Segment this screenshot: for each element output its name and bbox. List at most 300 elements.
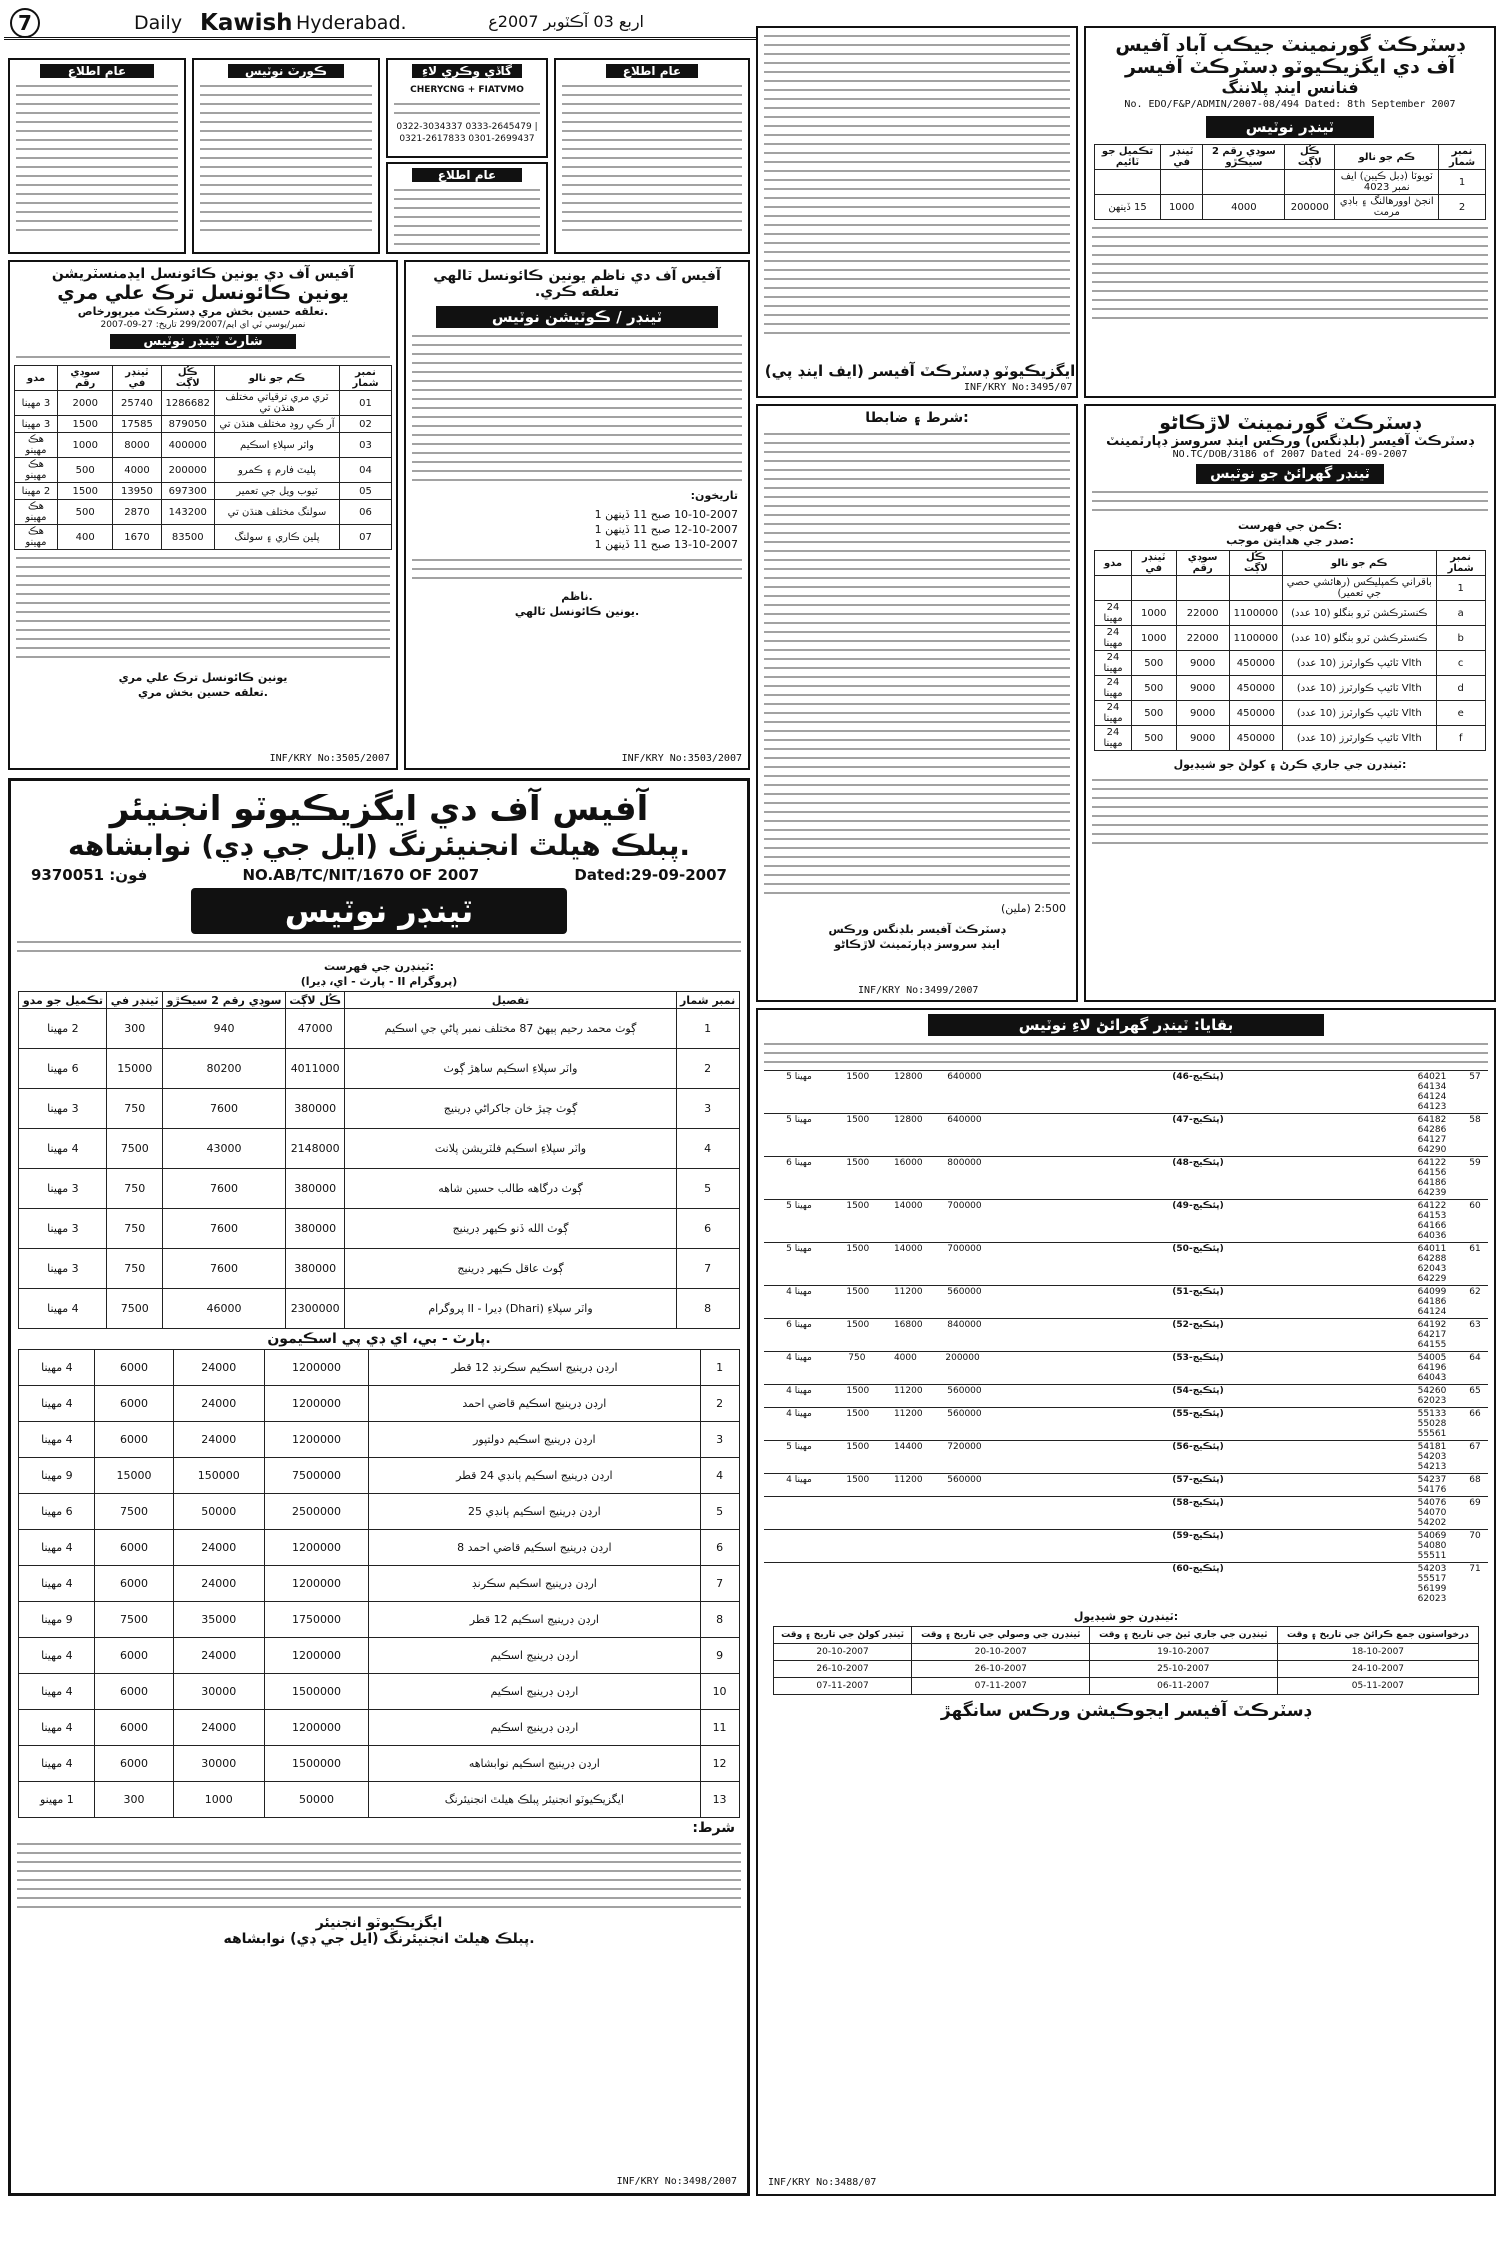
issue-date: اربع 03 آڪٽوبر 2007ع — [488, 12, 644, 31]
package-block — [764, 1529, 1488, 1562]
package-cost: 840000 — [947, 1320, 982, 1330]
scheme-code: 54260 — [1417, 1386, 1447, 1396]
package-deposit: 12800 — [893, 1072, 923, 1082]
package-block — [764, 1351, 1488, 1384]
table-row: 2 ارڊن ڊرينيج اسڪيم قاضي احمد 1200000 24000 6000 4 مهينا — [19, 1386, 739, 1422]
notice-title: ٽينڊر نوٽيس — [1206, 116, 1374, 138]
part-a-title: (پارٽ - اي، ڊيرا - II پروگرام) — [300, 975, 458, 988]
scheme-code: 64134 — [1417, 1082, 1447, 1092]
table-row: 10 ارڊن ڊرينيج اسڪيم 1500000 30000 6000 4 مهينا — [19, 1674, 739, 1710]
ad-turk-ali-tender — [8, 260, 398, 770]
sanghar-schedule-table — [773, 1626, 1480, 1695]
table-row: 7 ڳوٺ عاقل ڪيهر ڊرينيج 380000 7600 750 3 مهينا — [19, 1249, 739, 1289]
signature-2: تعلقه حسين بخش مري. — [138, 686, 268, 699]
scheme-code: 54080 — [1417, 1541, 1447, 1551]
ad-title: گاڏي وڪري لاءِ — [412, 64, 522, 78]
package-block — [764, 1473, 1488, 1496]
table-row: 6 ارڊن ڊرينيج اسڪيم قاضي احمد 8 1200000 24000 6000 4 مهينا — [19, 1530, 739, 1566]
last-amount: 2:500 (ملين) — [1000, 902, 1066, 915]
package-amounts — [834, 1498, 994, 1528]
inf-number: INF/KRY No:3488/07 — [768, 2177, 877, 2188]
turk-ali-table — [14, 365, 392, 550]
package-time: 5 مهينا — [786, 1244, 812, 1254]
scheme-code: 54070 — [1417, 1508, 1447, 1518]
ad-talhi-quotation — [404, 260, 750, 770]
signature-1: يونين ڪائونسل ترڪ علي مري — [118, 671, 288, 684]
package-deposit: 4000 — [893, 1353, 917, 1363]
scheme-code: 64182 — [1417, 1115, 1447, 1125]
package-row-number: 66 — [1469, 1409, 1481, 1419]
ad-aam-ilan-1 — [8, 58, 186, 254]
package-deposit: 11200 — [893, 1386, 923, 1396]
package-codes — [1402, 1320, 1462, 1350]
table-header: نمبر شمار ڪم جو نالو ڪُل لاڳت سوڊي رقم 2 سيڪڙو ٽينڊر في تڪميل جو ٽائيم — [1095, 145, 1486, 170]
package-fee: 1500 — [846, 1115, 870, 1125]
scheme-code: 64156 — [1417, 1168, 1447, 1178]
scheme-code: 64124 — [1417, 1307, 1447, 1317]
scheme-code: 64021 — [1417, 1072, 1447, 1082]
ad-sanghar-tender — [756, 1008, 1496, 2196]
date-row: 10-10-2007 صبح 11 ڏينهن 1 — [594, 508, 738, 521]
package-block — [764, 1496, 1488, 1529]
ad-larkana-conditions — [756, 404, 1078, 1002]
table-row: 4 واٽر سپلاءِ اسڪيم فلٽريشن پلانٽ 2148000 43000 7500 4 مهينا — [19, 1129, 739, 1169]
ad-title: عام اطلاع — [606, 64, 698, 78]
package-amounts — [834, 1287, 994, 1317]
ref-date: Dated:29-09-2007 — [574, 866, 727, 884]
scheme-code: 64153 — [1417, 1211, 1447, 1221]
scheme-code: 64229 — [1417, 1274, 1447, 1284]
ref-number: نمبر/يوسي ٽي اي ايم/299/2007 تاريخ: 27-09-2007 — [100, 320, 306, 330]
schedule-title: ٽينڊرن جو شيڊيول: — [1073, 1610, 1179, 1623]
conditions-title: شرط ۽ ضابطا: — [865, 410, 969, 426]
page-number: 7 — [10, 8, 40, 38]
package-row-number: 63 — [1469, 1320, 1481, 1330]
table-row: 12 ارڊن ڊرينيج اسڪيم نوابشاهه 1500000 30000 6000 4 مهينا — [19, 1746, 739, 1782]
package-fee: 1500 — [846, 1287, 870, 1297]
package-deposit: 11200 — [893, 1409, 923, 1419]
package-amounts — [834, 1442, 994, 1472]
package-time — [764, 1564, 834, 1604]
package-fee: 1500 — [846, 1409, 870, 1419]
scheme-code: 54213 — [1417, 1462, 1447, 1472]
package-amounts — [834, 1320, 994, 1350]
package-row-number: 68 — [1469, 1475, 1481, 1485]
package-block — [764, 1562, 1488, 1605]
car-models: CHERYCNG + FIATVMO — [410, 85, 524, 95]
scheme-code: 64127 — [1417, 1135, 1447, 1145]
table-row: 8 واٽر سپلاءِ (Dhari) ڊيرا - II پروگرام 2300000 46000 7500 4 مهينا — [19, 1289, 739, 1329]
table-row: 03 واٽر سپلاءِ اسڪيم 400000 8000 1000 هڪ مهينو — [14, 433, 391, 458]
scheme-code: 64122 — [1417, 1158, 1447, 1168]
notice-title: ٽينڊر / ڪوٽيشن نوٽيس — [436, 306, 718, 328]
table-row: 3 ڳوٺ چيڙ خان جاکراڻي ڊرينيج 380000 7600 750 3 مهينا — [19, 1089, 739, 1129]
package-time: 4 مهينا — [786, 1475, 812, 1485]
scheme-code: 54069 — [1417, 1531, 1447, 1541]
scheme-code: 54181 — [1417, 1442, 1447, 1452]
table-row: 13 ايگزيڪيوٽو انجنيئر پبلڪ هيلٿ انجنيئرنگ 50000 1000 300 1 مهينو — [19, 1782, 739, 1818]
table-row: 04 پليٽ فارم ۽ ڪمرو 200000 4000 500 هڪ مهينو — [14, 458, 391, 483]
jacobabad-signature: ايگزيڪيوٽو ڊسٽرڪٽ آفيسر (ايف اينڊ پي) — [764, 362, 1076, 380]
signature-2: پبلڪ هيلٿ انجنيئرنگ (ايل جي ڊي) نوابشاهه. — [223, 1931, 535, 1947]
package-row-number: 59 — [1469, 1158, 1481, 1168]
ad-jacobabad-tender — [1084, 26, 1496, 398]
date-row: 12-10-2007 صبح 11 ڏينهن 1 — [594, 523, 738, 536]
package-codes — [1402, 1531, 1462, 1561]
package-label: (پئڪيج-52) — [1172, 1320, 1224, 1330]
package-label: (پئڪيج-48) — [1172, 1158, 1224, 1168]
list-title: ٽينڊرن جي فهرست: — [323, 960, 435, 973]
header-line-1: ڊسٽرڪٽ گورنمينٽ لاڙڪاڻو — [1159, 412, 1421, 434]
signature: ڊسٽرڪٽ آفيسر ايجوڪيشن ورڪس سانگهڙ — [940, 1701, 1312, 1721]
package-label: (پئڪيج-51) — [1172, 1287, 1224, 1297]
table-row: 9 ارڊن ڊرينيج اسڪيم 1200000 24000 6000 4 مهينا — [19, 1638, 739, 1674]
package-block — [764, 1070, 1488, 1113]
table-row: 18-10-2007 19-10-2007 20-10-2007 20-10-2007 — [773, 1644, 1479, 1661]
package-amounts — [834, 1353, 994, 1383]
ref-row — [31, 866, 727, 884]
package-cost: 720000 — [947, 1442, 982, 1452]
package-time: 4 مهينا — [786, 1386, 812, 1396]
table-row: b ڪنسٽرڪشن ٽرو بنگلو (10 عدد) 1100000 22000 1000 24 مهينا — [1095, 626, 1486, 651]
scheme-code: 64099 — [1417, 1287, 1447, 1297]
package-block — [764, 1156, 1488, 1199]
scheme-code: 64186 — [1417, 1297, 1447, 1307]
package-label: (پئڪيج-46) — [1172, 1072, 1224, 1082]
scheme-code: 54005 — [1417, 1353, 1447, 1363]
package-codes — [1402, 1244, 1462, 1284]
package-codes — [1402, 1158, 1462, 1198]
scheme-code: 54237 — [1417, 1475, 1447, 1485]
package-block — [764, 1407, 1488, 1440]
scheme-code: 62023 — [1417, 1396, 1447, 1406]
header-line-2: آف دي ايگزيڪيوٽو ڊسٽرڪٽ آفيسر — [1124, 56, 1456, 78]
package-amounts — [834, 1386, 994, 1406]
scheme-code: 54176 — [1417, 1485, 1447, 1495]
table-row: d Vlth ٽائيپ ڪوارٽرز (10 عدد) 450000 9000 500 24 مهينا — [1095, 676, 1486, 701]
header-line-2: يونين ڪائونسل ترڪ علي مري — [57, 282, 349, 304]
table-row: 1 ٽويوٽا (ڊبل ڪيبن) ايف نمبر 4023 — [1095, 170, 1486, 195]
table-row: 3 ارڊن ڊرينيج اسڪيم دولتپور 1200000 24000 6000 4 مهينا — [19, 1422, 739, 1458]
package-label: (پئڪيج-60) — [1172, 1564, 1224, 1574]
package-fee: 1500 — [846, 1201, 870, 1211]
ad-aam-ilan-3 — [386, 162, 548, 254]
scheme-code: 64124 — [1417, 1092, 1447, 1102]
ref-number: No. EDO/F&P/ADMIN/2007-08/494 Dated: 8th September 2007 — [1124, 99, 1456, 110]
header-line-3: فنانس اينڊ پلاننگ — [1221, 78, 1359, 97]
inf-number: INF/KRY No:3499/2007 — [858, 985, 979, 996]
package-label: (پئڪيج-59) — [1172, 1531, 1224, 1541]
scheme-code: 64288 — [1417, 1254, 1447, 1264]
scheme-code: 64239 — [1417, 1188, 1447, 1198]
nawabshah-table-b — [18, 1349, 739, 1818]
package-fee: 1500 — [846, 1158, 870, 1168]
package-row-number: 60 — [1469, 1201, 1481, 1211]
package-block — [764, 1199, 1488, 1242]
scheme-code: 62023 — [1417, 1594, 1447, 1604]
ad-gadi-vikri — [386, 58, 548, 158]
package-row-number: 65 — [1469, 1386, 1481, 1396]
header-line-2: ڊسٽرڪٽ آفيسر (بلڊنگس) ورڪس اينڊ سروسز ڊپارٽمينٽ — [1106, 434, 1474, 449]
package-deposit: 14400 — [893, 1442, 923, 1452]
scheme-code: 64122 — [1417, 1201, 1447, 1211]
package-cost: 560000 — [947, 1475, 982, 1485]
jacobabad-inf: INF/KRY No:3495/07 — [964, 382, 1073, 393]
package-cost: 560000 — [947, 1287, 982, 1297]
package-row-number: 71 — [1469, 1564, 1481, 1574]
table-row: 8 ارڊن ڊرينيج اسڪيم 12 قطر 1750000 35000 7500 9 مهينا — [19, 1602, 739, 1638]
package-deposit: 16000 — [893, 1158, 923, 1168]
table-row: 24-10-2007 25-10-2007 26-10-2007 26-10-2007 — [773, 1661, 1479, 1678]
header-line-2: پبلڪ هيلٿ انجنيئرنگ (ايل جي ڊي) نوابشاهه. — [67, 829, 691, 862]
package-fee: 1500 — [846, 1244, 870, 1254]
header-line-1: آفيس آف دي يونين ڪائونسل ايڊمنسٽريشن — [51, 266, 355, 282]
signature-1: ناظم. — [561, 590, 593, 603]
scheme-code: 64196 — [1417, 1363, 1447, 1373]
header-line-1: آفيس آف دي ايگزيڪيوٽو انجنيئر — [109, 789, 649, 829]
table-row: e Vlth ٽائيپ ڪوارٽرز (10 عدد) 450000 9000 500 24 مهينا — [1095, 701, 1486, 726]
header-line-3: تعلقه حسين بخش مري ڊسٽرڪٽ ميرپورخاص. — [77, 305, 329, 318]
table-row: 07 پلين ڪاري ۽ سولنگ 83500 1670 400 هڪ مهينو — [14, 525, 391, 550]
masthead — [4, 8, 756, 40]
table-row: 06 سولنگ مختلف هنڌن تي 143200 2870 500 هڪ مهينو — [14, 500, 391, 525]
package-label: (پئڪيج-54) — [1172, 1386, 1224, 1396]
table-row: 5 ارڊن ڊرينيج اسڪيم ٻانڊي 25 2500000 50000 7500 6 مهينا — [19, 1494, 739, 1530]
package-deposit: 14000 — [893, 1201, 923, 1211]
table-header: درخواستون جمع ڪرائڻ جي تاريخ ۽ وقت ٽينڊرن جي جاري ٿيڻ جي تاريخ ۽ وقت ٽينڊرن جي وصولي جي تاريخ ۽ وقت ٽينڊر کولڻ جي تاريخ ۽ وقت — [773, 1627, 1479, 1644]
nawabshah-table-a — [18, 991, 739, 1329]
table-row: 2 واٽر سپلاءِ اسڪيم ساهڙ ڳوٺ 4011000 80200 15000 6 مهينا — [19, 1049, 739, 1089]
package-amounts — [834, 1244, 994, 1284]
package-codes — [1402, 1386, 1462, 1406]
package-fee: 1500 — [846, 1442, 870, 1452]
larkana-table — [1094, 550, 1486, 751]
package-fee: 750 — [848, 1353, 866, 1363]
package-row-number: 67 — [1469, 1442, 1481, 1452]
package-time: 5 مهينا — [786, 1442, 812, 1452]
package-amounts — [834, 1409, 994, 1439]
package-cost: 200000 — [945, 1353, 980, 1363]
header-line-1: ڊسٽرڪٽ گورنمينٽ جيڪب آباد آفيس — [1115, 34, 1465, 56]
table-row: 05 ٽيوب ويل جي تعمير 697300 13950 1500 2 مهينا — [14, 483, 391, 500]
package-codes — [1402, 1072, 1462, 1112]
package-amounts — [834, 1564, 994, 1604]
scheme-code: 55133 — [1417, 1409, 1447, 1419]
signature-1: ايگزيڪيوٽو انجنيئر — [315, 1915, 443, 1931]
notice-title: شارٽ ٽينڊر نوٽيس — [110, 334, 296, 349]
package-deposit: 14000 — [893, 1244, 923, 1254]
scheme-code: 64011 — [1417, 1244, 1447, 1254]
package-fee: 1500 — [846, 1072, 870, 1082]
package-cost: 800000 — [947, 1158, 982, 1168]
package-codes — [1402, 1201, 1462, 1241]
package-block — [764, 1384, 1488, 1407]
package-deposit: 16800 — [893, 1320, 923, 1330]
package-row-number: 70 — [1469, 1531, 1481, 1541]
scheme-code: 64186 — [1417, 1178, 1447, 1188]
package-codes — [1402, 1115, 1462, 1155]
header-line-1: آفيس آف دي ناظم يونين ڪائونسل ٽالهي تعلقه ڪري. — [433, 268, 721, 300]
table-row: 7 ارڊن ڊرينيج اسڪيم سڪرنڊ 1200000 24000 6000 4 مهينا — [19, 1566, 739, 1602]
scheme-code: 64043 — [1417, 1373, 1447, 1383]
table-row: 6 ڳوٺ الله ڏنو ڪيهر ڊرينيج 380000 7600 750 3 مهينا — [19, 1209, 739, 1249]
table-row: 05-11-2007 06-11-2007 07-11-2007 07-11-2007 — [773, 1678, 1479, 1695]
package-cost: 700000 — [947, 1244, 982, 1254]
package-codes — [1402, 1564, 1462, 1604]
package-codes — [1402, 1409, 1462, 1439]
paper-name: Kawish — [200, 10, 293, 36]
package-time: 5 مهينا — [786, 1072, 812, 1082]
package-deposit: 12800 — [893, 1115, 923, 1125]
table-row: 01 ٽري مري ترقياتي مختلف هنڌن تي 1286682 25740 2000 3 مهينا — [14, 391, 391, 416]
package-time: 5 مهينا — [786, 1201, 812, 1211]
package-row-number: 69 — [1469, 1498, 1481, 1508]
scheme-code: 54076 — [1417, 1498, 1447, 1508]
table-row: 1 باقراني ڪمپليڪس (رهائشي حصي جي تعمير) — [1095, 576, 1486, 601]
notice-title: ٽينڊر نوٽيس — [191, 888, 567, 934]
package-time: 4 مهينا — [786, 1287, 812, 1297]
ad-title: عام اطلاع — [40, 64, 154, 78]
package-cost: 560000 — [947, 1409, 982, 1419]
package-time — [764, 1498, 834, 1528]
package-label: (پئڪيج-56) — [1172, 1442, 1224, 1452]
scheme-code: 55028 — [1417, 1419, 1447, 1429]
list-title: ڪمن جي فهرست: — [1238, 519, 1342, 532]
package-label: (پئڪيج-55) — [1172, 1409, 1224, 1419]
package-time — [764, 1531, 834, 1561]
package-label: (پئڪيج-58) — [1172, 1498, 1224, 1508]
table-row: 2 انجڻ اوورهالنگ ۽ باڊي مرمت 200000 4000 1000 15 ڏينهن — [1095, 195, 1486, 220]
package-time: 6 مهينا — [786, 1158, 812, 1168]
package-block — [764, 1285, 1488, 1318]
package-cost: 640000 — [947, 1115, 982, 1125]
package-fee: 1500 — [846, 1320, 870, 1330]
date-row: 13-10-2007 صبح 11 ڏينهن 1 — [594, 538, 738, 551]
package-deposit: 11200 — [893, 1475, 923, 1485]
package-row-number: 64 — [1469, 1353, 1481, 1363]
package-amounts — [834, 1531, 994, 1561]
ref-number: NO.AB/TC/NIT/1670 OF 2007 — [242, 866, 480, 884]
conditions-title: شرط: — [692, 1820, 735, 1836]
package-codes — [1402, 1287, 1462, 1317]
package-row-number: 57 — [1469, 1072, 1481, 1082]
ad-title: عام اطلاع — [412, 168, 522, 182]
ad-larkana-tender — [1084, 404, 1496, 1002]
part-b-title: پارٽ - بي، اي ڊي پي اسڪيمون. — [267, 1331, 491, 1347]
table-row: a ڪنسٽرڪشن ٽرو بنگلو (10 عدد) 1100000 22000 1000 24 مهينا — [1095, 601, 1486, 626]
ref-phone: فون: 9370051 — [31, 866, 148, 884]
scheme-code: 62043 — [1417, 1264, 1447, 1274]
package-row-number: 62 — [1469, 1287, 1481, 1297]
package-label: (پئڪيج-50) — [1172, 1244, 1224, 1254]
package-row-number: 58 — [1469, 1115, 1481, 1125]
package-cost: 560000 — [947, 1386, 982, 1396]
scheme-code: 56199 — [1417, 1584, 1447, 1594]
table-row: c Vlth ٽائيپ ڪوارٽرز (10 عدد) 450000 9000 500 24 مهينا — [1095, 651, 1486, 676]
phone-numbers: 0322-3034337 0333-2645479 | 0321-2617833 0301-2699437 — [396, 122, 538, 144]
package-label: (پئڪيج-53) — [1172, 1353, 1224, 1363]
scheme-code: 55561 — [1417, 1429, 1447, 1439]
scheme-code: 64217 — [1417, 1330, 1447, 1340]
package-block — [764, 1113, 1488, 1156]
scheme-code: 64123 — [1417, 1102, 1447, 1112]
package-fee: 1500 — [846, 1386, 870, 1396]
package-cost: 700000 — [947, 1201, 982, 1211]
scheme-code: 64036 — [1417, 1231, 1447, 1241]
schedule-title: ٽينڊرن جي جاري ڪرڻ ۽ کولڻ جو شيڊيول: — [1173, 758, 1407, 771]
table-row: f Vlth ٽائيپ ڪوارٽرز (10 عدد) 450000 9000 500 24 مهينا — [1095, 726, 1486, 751]
signature-2: اينڊ سروسز ڊپارٽمينٽ لاڙڪاڻو — [834, 938, 1000, 951]
scheme-code: 64286 — [1417, 1125, 1447, 1135]
sub-title: صدر جي هدايتن موجب: — [1226, 534, 1354, 547]
package-list — [758, 1070, 1494, 1605]
package-amounts — [834, 1475, 994, 1495]
ad-jacobabad-terms — [756, 26, 1078, 398]
table-header: نمبر شمار تفصيل ڪُل لاڳت سوڊي رقم 2 سيڪڙو ٽينڊر في تڪميل جو مدو — [19, 992, 739, 1009]
table-row: 02 آر ڪي روڊ مختلف هنڌن تي 879050 17585 1500 3 مهينا — [14, 416, 391, 433]
package-label: (پئڪيج-49) — [1172, 1201, 1224, 1211]
ad-title: ڪورٽ نوٽيس — [228, 64, 344, 78]
inf-number: INF/KRY No:3498/2007 — [616, 2176, 737, 2187]
paper-city: Hyderabad. — [296, 12, 407, 34]
package-block — [764, 1440, 1488, 1473]
package-amounts — [834, 1158, 994, 1198]
package-label: (پئڪيج-47) — [1172, 1115, 1224, 1125]
ref-number: NO.TC/DOB/3186 of 2007 Dated 24-09-2007 — [1172, 449, 1408, 460]
package-block — [764, 1318, 1488, 1351]
table-row: 1 ڳوٺ محمد رحيم ٻيهڻ 87 مختلف نمبر پاڻي جي اسڪيم 47000 940 300 2 مهينا — [19, 1009, 739, 1049]
inf-number: INF/KRY No:3503/2007 — [621, 753, 742, 764]
ad-nawabshah-tender — [8, 778, 750, 2196]
package-amounts — [834, 1201, 994, 1241]
package-deposit: 11200 — [893, 1287, 923, 1297]
package-cost: 640000 — [947, 1072, 982, 1082]
package-codes — [1402, 1353, 1462, 1383]
table-row: 11 ارڊن ڊرينيج اسڪيم 1200000 24000 6000 4 مهينا — [19, 1710, 739, 1746]
jacobabad-table — [1094, 144, 1486, 220]
table-header: نمبر شمار ڪم جو نالو ڪُل لاڳت سوڊي رقم ٽينڊر في مدو — [1095, 551, 1486, 576]
package-block — [764, 1242, 1488, 1285]
scheme-code: 64155 — [1417, 1340, 1447, 1350]
inf-number: INF/KRY No:3505/2007 — [269, 753, 390, 764]
ad-aam-ilan-2 — [554, 58, 750, 254]
package-time: 4 مهينا — [786, 1409, 812, 1419]
scheme-code: 64166 — [1417, 1221, 1447, 1231]
paper-daily: Daily — [134, 12, 183, 34]
package-amounts — [834, 1072, 994, 1112]
table-row: 1 ارڊن ڊرينيج اسڪيم سڪرنڊ 12 قطر 1200000 24000 6000 4 مهينا — [19, 1350, 739, 1386]
package-time: 4 مهينا — [786, 1353, 812, 1363]
package-label: (پئڪيج-57) — [1172, 1475, 1224, 1485]
package-codes — [1402, 1442, 1462, 1472]
scheme-code: 54203 — [1417, 1452, 1447, 1462]
package-time: 5 مهينا — [786, 1115, 812, 1125]
package-row-number: 61 — [1469, 1244, 1481, 1254]
package-codes — [1402, 1498, 1462, 1528]
table-row: 5 ڳوٺ درگاهه طالب حسين شاهه 380000 7600 750 3 مهينا — [19, 1169, 739, 1209]
package-time: 6 مهينا — [786, 1320, 812, 1330]
signature-2: يونين ڪائونسل ٽالهي. — [514, 605, 640, 618]
table-row: 4 ارڊن ڊرينيج اسڪيم ٻانڊي 24 قطر 7500000 150000 15000 9 مهينا — [19, 1458, 739, 1494]
table-header: نمبر شمار ڪم جو نالو ڪُل لاڳت ٽينڊر في سوڊي رقم مدو — [14, 366, 391, 391]
scheme-code: 55511 — [1417, 1551, 1447, 1561]
scheme-code: 54202 — [1417, 1518, 1447, 1528]
ad-court-notice — [192, 58, 380, 254]
notice-title: بقايا: ٽينڊر گهرائڻ لاءِ نوٽيس — [928, 1014, 1324, 1036]
scheme-code: 55517 — [1417, 1574, 1447, 1584]
package-amounts — [834, 1115, 994, 1155]
notice-title: ٽينڊر گهرائڻ جو نوٽيس — [1196, 464, 1384, 484]
